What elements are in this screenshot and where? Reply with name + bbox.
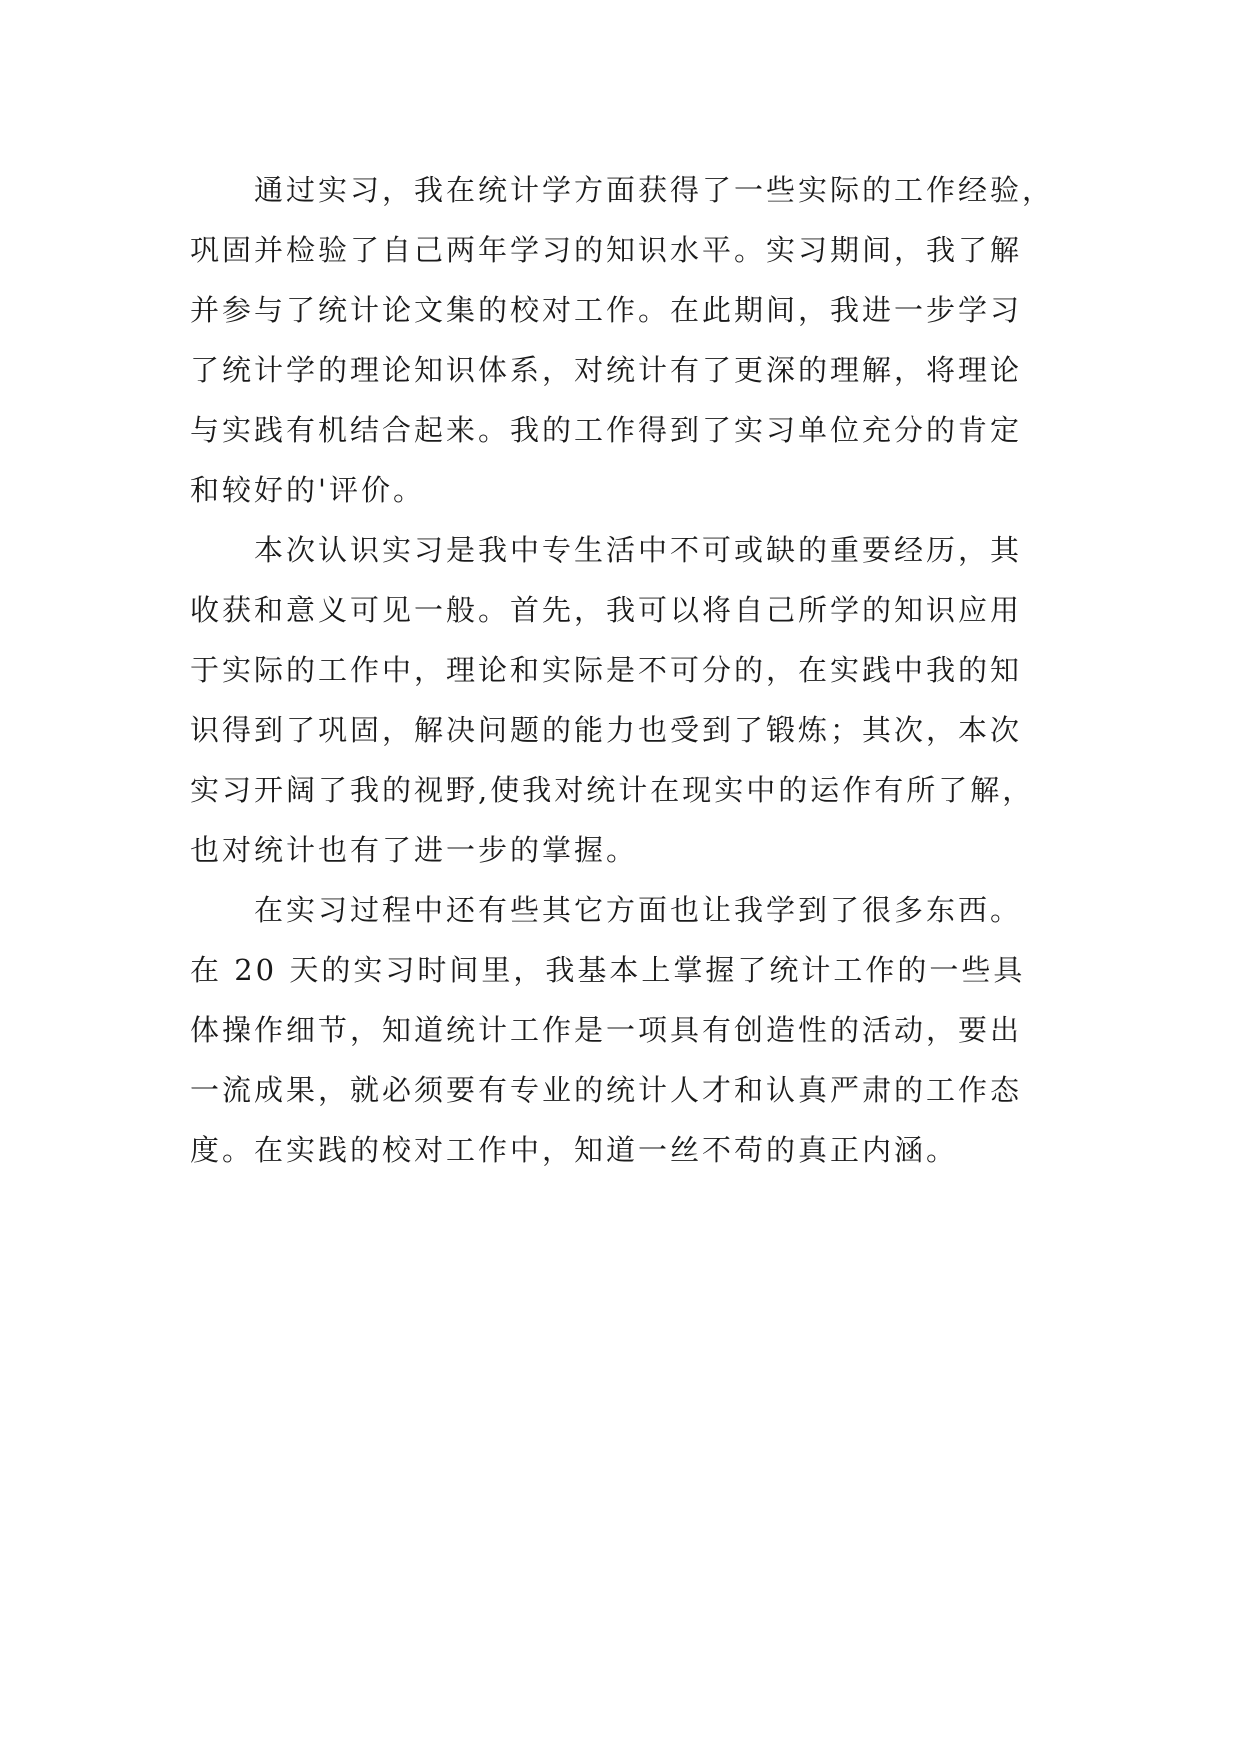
body-text (190, 160, 1090, 1180)
text-line: 识得到了巩固，解决问题的能力也受到了锻炼；其次，本次 (190, 713, 1023, 747)
paragraph-3 (190, 880, 1090, 1180)
text-line: 一流成果，就必须要有专业的统计人才和认真严肃的工作态 (190, 1073, 1023, 1107)
text-line: 体操作细节，知道统计工作是一项具有创造性的活动，要出 (190, 1013, 1023, 1047)
text-line: 通过实习，我在统计学方面获得了一些实际的工作经验， (254, 173, 1055, 207)
text-line: 实习开阔了我的视野,使我对统计在现实中的运作有所了解， (190, 773, 1035, 807)
paragraph-1 (190, 160, 1090, 520)
text-line: 在实习过程中还有些其它方面也让我学到了很多东西。 (254, 893, 1023, 927)
paragraph-2 (190, 520, 1090, 880)
text-line: 巩固并检验了自己两年学习的知识水平。实习期间，我了解 (190, 233, 1023, 267)
text-line: 度。在实践的校对工作中，知道一丝不苟的真正内涵。 (190, 1133, 959, 1167)
text-line: 也对统计也有了进一步的掌握。 (190, 833, 639, 867)
text-line: 在 20 天的实习时间里，我基本上掌握了统计工作的一些具 (190, 953, 1026, 987)
text-line: 和较好的'评价。 (190, 473, 425, 507)
text-line: 并参与了统计论文集的校对工作。在此期间，我进一步学习 (190, 293, 1023, 327)
text-line: 收获和意义可见一般。首先，我可以将自己所学的知识应用 (190, 593, 1023, 627)
text-line: 于实际的工作中，理论和实际是不可分的，在实践中我的知 (190, 653, 1023, 687)
text-line: 本次认识实习是我中专生活中不可或缺的重要经历，其 (254, 533, 1023, 567)
text-line: 了统计学的理论知识体系，对统计有了更深的理解，将理论 (190, 353, 1023, 387)
text-line: 与实践有机结合起来。我的工作得到了实习单位充分的肯定 (190, 413, 1023, 447)
